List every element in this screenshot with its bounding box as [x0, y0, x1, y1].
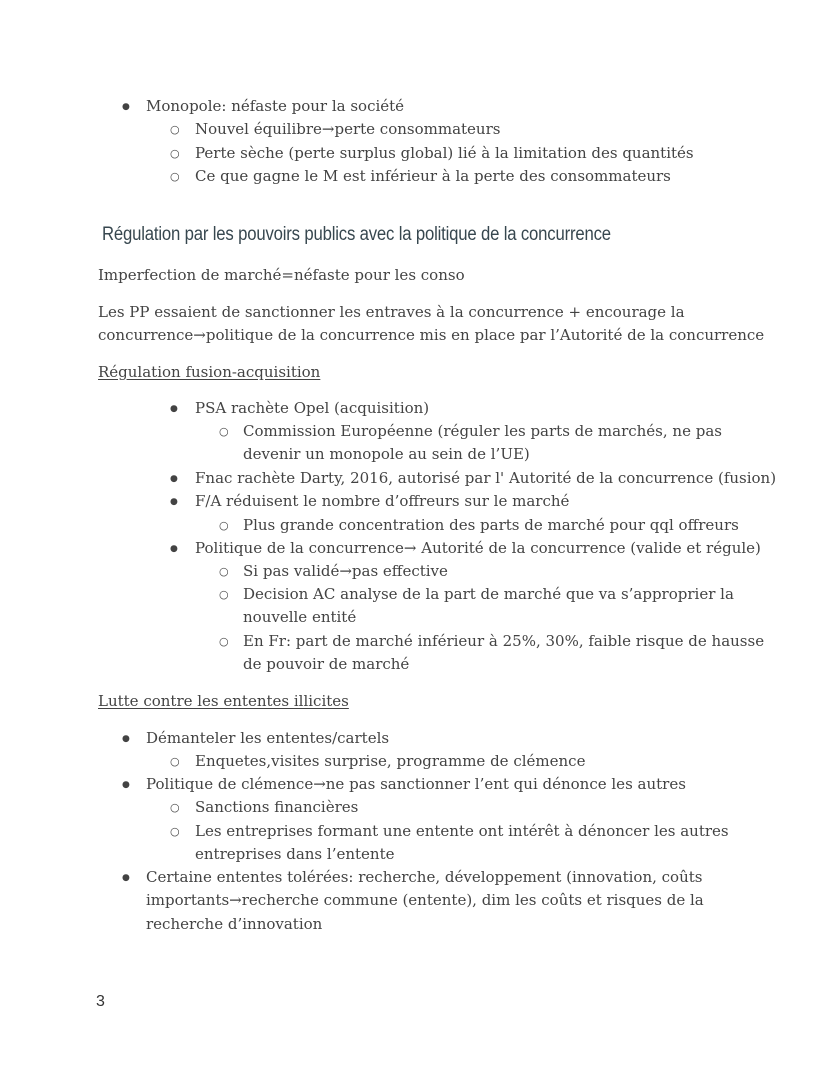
subsection-title-ententes: Lutte contre les ententes illicites: [98, 692, 349, 710]
list-subitem: Perte sèche (perte surplus global) lié à la limitation des quantités: [195, 144, 694, 162]
list-subitem-continued: entreprises dans l’entente: [195, 845, 395, 863]
list-item: PSA rachète Opel (acquisition): [195, 399, 430, 417]
list-subitem: Sanctions financières: [195, 798, 359, 816]
bullet-dot-icon: [122, 773, 130, 799]
list-subitem-continued: de pouvoir de marché: [243, 655, 410, 673]
list-subitem: Les entreprises formant une entente ont intérêt à dénoncer les autres: [195, 822, 729, 840]
bullet-circle-icon: [219, 560, 229, 584]
bullet-circle-icon: [170, 165, 180, 189]
bullet-circle-icon: [170, 796, 180, 820]
bullet-dot-icon: [122, 727, 130, 753]
list-subitem: Ce que gagne le M est inférieur à la perte des consommateurs: [195, 167, 671, 185]
bullet-circle-icon: [170, 118, 180, 142]
list-subitem-continued: devenir un monopole au sein de l’UE): [243, 445, 530, 463]
bullet-dot-icon: [122, 866, 130, 892]
bullet-dot-icon: [170, 397, 178, 423]
paragraph: Imperfection de marché=néfaste pour les conso: [98, 266, 465, 284]
subsection-title-fusion: Régulation fusion-acquisition: [98, 363, 321, 381]
list-subitem: Commission Européenne (réguler les parts de marchés, ne pas: [243, 422, 722, 440]
list-subitem: Nouvel équilibre→perte consommateurs: [195, 120, 501, 138]
list-subitem: En Fr: part de marché inférieur à 25%, 30%, faible risque de hausse: [243, 632, 765, 650]
paragraph-line: concurrence→politique de la concurrence mis en place par l’Autorité de la concurrence: [98, 326, 765, 344]
page-number: 3: [96, 993, 105, 1010]
list-item: Fnac rachète Darty, 2016, autorisé par l' Autorité de la concurrence (fusion): [195, 469, 777, 487]
list-subitem-continued: nouvelle entité: [243, 608, 357, 626]
bullet-circle-icon: [219, 420, 229, 444]
bullet-circle-icon: [170, 750, 180, 774]
bullet-dot-icon: [170, 537, 178, 563]
list-item: Politique de clémence→ne pas sanctionner l’ent qui dénonce les autres: [146, 775, 686, 793]
list-item-continued: recherche d’innovation: [146, 915, 323, 933]
bullet-circle-icon: [170, 820, 180, 844]
list-subitem: Enquetes,visites surprise, programme de clémence: [195, 752, 586, 770]
bullet-circle-icon: [170, 142, 180, 166]
paragraph-line: Les PP essaient de sanctionner les entraves à la concurrence + encourage la: [98, 303, 685, 321]
section-heading: Régulation par les pouvoirs publics avec la politique de la concurrence: [102, 224, 611, 245]
bullet-dot-icon: [170, 490, 178, 516]
list-item: Certaine ententes tolérées: recherche, développement (innovation, coûts: [146, 868, 703, 886]
list-subitem: Si pas validé→pas effective: [243, 562, 448, 580]
bullet-circle-icon: [219, 630, 229, 654]
list-subitem: Plus grande concentration des parts de marché pour qql offreurs: [243, 516, 739, 534]
list-item: Politique de la concurrence→ Autorité de la concurrence (valide et régule): [195, 539, 761, 557]
list-item: Monopole: néfaste pour la société: [146, 97, 405, 115]
bullet-dot-icon: [122, 95, 130, 121]
list-item: F/A réduisent le nombre d’offreurs sur le marché: [195, 492, 570, 510]
bullet-circle-icon: [219, 583, 229, 607]
list-item: Démanteler les ententes/cartels: [146, 729, 390, 747]
list-subitem: Decision AC analyse de la part de marché que va s’approprier la: [243, 585, 734, 603]
bullet-circle-icon: [219, 514, 229, 538]
list-item-continued: importants→recherche commune (entente), dim les coûts et risques de la: [146, 891, 704, 909]
